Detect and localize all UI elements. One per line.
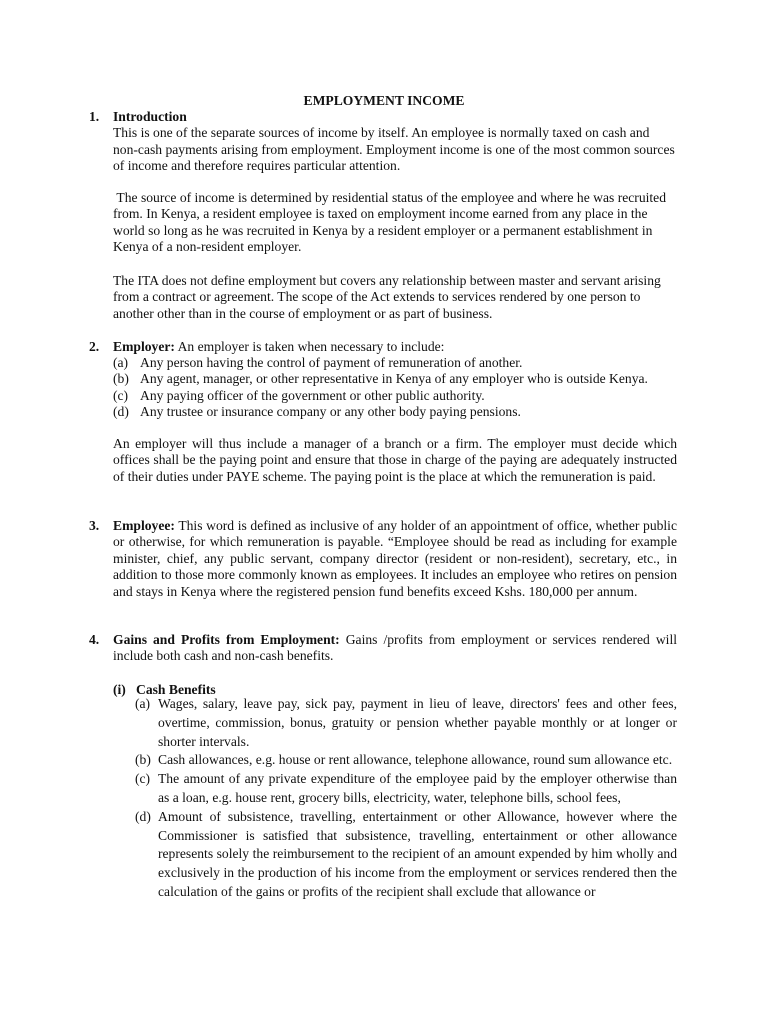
paragraph-text: An employer will thus include a manager of a branch or a firm. The employer must decide which offices shall be the paying point and ensure that those in charge of the paying are adequately instructed of their duties under PAYE scheme. The paying point is the place at which the remuneration is paid. <box>113 436 677 484</box>
list-item <box>113 371 677 387</box>
list-item-text: The amount of any private expenditure of the employee paid by the employer otherwise than as a loan, e.g. house rent, grocery bills, electricity, water, telephone bills, school fees, <box>158 771 677 805</box>
list-item <box>135 751 677 770</box>
list-item <box>113 404 677 420</box>
list-item-label: (d) <box>113 404 129 420</box>
subsection-heading: (i) Cash Benefits <box>113 682 216 697</box>
list-item-text: Any person having the control of payment of remuneration of another. <box>140 355 523 370</box>
list-item-label: (a) <box>113 355 129 370</box>
section-gains-profits <box>113 632 681 665</box>
list-item-text: Amount of subsistence, travelling, entertainment or other Allowance, however where the Commissioner is satisfied that subsistence, travelling, entertainment or other allowance represents solely the reimbursement to the recipient of an amount expended by him wholly and exclusively in the production of his income from the employment or services rendered then the calculation of the gains or profits of the recipient shall exclude that allowance or <box>158 808 677 899</box>
section-heading: Employee: <box>113 518 175 533</box>
section-employee <box>113 518 681 600</box>
document-title: EMPLOYMENT INCOME <box>303 93 465 108</box>
list-item <box>135 770 677 808</box>
section-lead: Gains /profits from employment or services rendered will include both cash and non-cash benefits. <box>113 632 681 664</box>
section-heading: Employer: <box>113 339 175 354</box>
list-item-label: (b) <box>135 752 151 768</box>
list-item-label: (c) <box>135 771 151 787</box>
paragraph <box>113 190 677 256</box>
list-item-label: (a) <box>135 696 151 711</box>
list-item-label: (d) <box>135 808 151 824</box>
list-item <box>135 808 677 902</box>
paragraph-text: The source of income is determined by residential status of the employee and where he was recruited from. In Kenya, a resident employee is taxed on employment income earned from any place in the world so long as he was recruited in Kenya by a resident employer or a permanent establishment in Kenya of a non-resident employer. <box>113 190 670 255</box>
employer-list <box>113 355 677 421</box>
section-number: 4. <box>89 632 100 647</box>
section-lead: This word is defined as inclusive of any holder of an appointment of office, whether public or otherwise, for which remuneration is payable. “Employee should be read as including for example minister, chief, any public servant, company director (resident or non-resident), secretary, etc., in addition to those more commonly known as employees. It includes an employee who retires on pension and stays in Kenya where the registered pension fund benefits exceed Kshs. 180,000 per annum. <box>113 518 681 599</box>
section-number: 2. <box>89 339 100 354</box>
section-number: 3. <box>89 518 100 533</box>
list-item-label: (b) <box>113 371 129 387</box>
list-item-text: Cash allowances, e.g. house or rent allowance, telephone allowance, round sum allowance etc. <box>158 752 673 768</box>
list-item-text: Wages, salary, leave pay, sick pay, payment in lieu of leave, directors' fees and other fees, overtime, commission, bonus, gratuity or pension whether payable monthly or at longer or shorter intervals. <box>158 696 677 749</box>
paragraph <box>113 436 677 485</box>
list-item-label: (c) <box>113 387 129 403</box>
list-item-text: Any agent, manager, or other representative in Kenya of any employer who is outside Kenya. <box>140 371 648 387</box>
section-employer <box>113 339 677 355</box>
list-item <box>113 388 677 404</box>
list-item-text: Any trustee or insurance company or any other body paying pensions. <box>140 404 521 420</box>
section-lead: An employer is taken when necessary to include: <box>174 339 445 354</box>
paragraph-text: The ITA does not define employment but covers any relationship between master and servant arising from a contract or agreement. The scope of the Act extends to services rendered by one person to another other than in the course of employment or as part of business. <box>113 273 661 321</box>
section-introduction <box>113 109 677 175</box>
section-heading: Gains and Profits from Employment: <box>113 632 340 647</box>
list-item <box>135 695 677 751</box>
paragraph: This is one of the separate sources of income by itself. An employee is normally taxed on cash and non-cash payments arising from employment. Employment income is one of the most common sources of income and therefore requires particular attention. <box>113 125 675 174</box>
paragraph <box>113 273 677 322</box>
cash-benefits-list <box>135 695 677 902</box>
list-item <box>113 355 677 371</box>
section-number: 1. <box>89 109 100 124</box>
section-heading: Introduction <box>113 109 187 124</box>
list-item-text: Any paying officer of the government or other public authority. <box>140 387 485 403</box>
